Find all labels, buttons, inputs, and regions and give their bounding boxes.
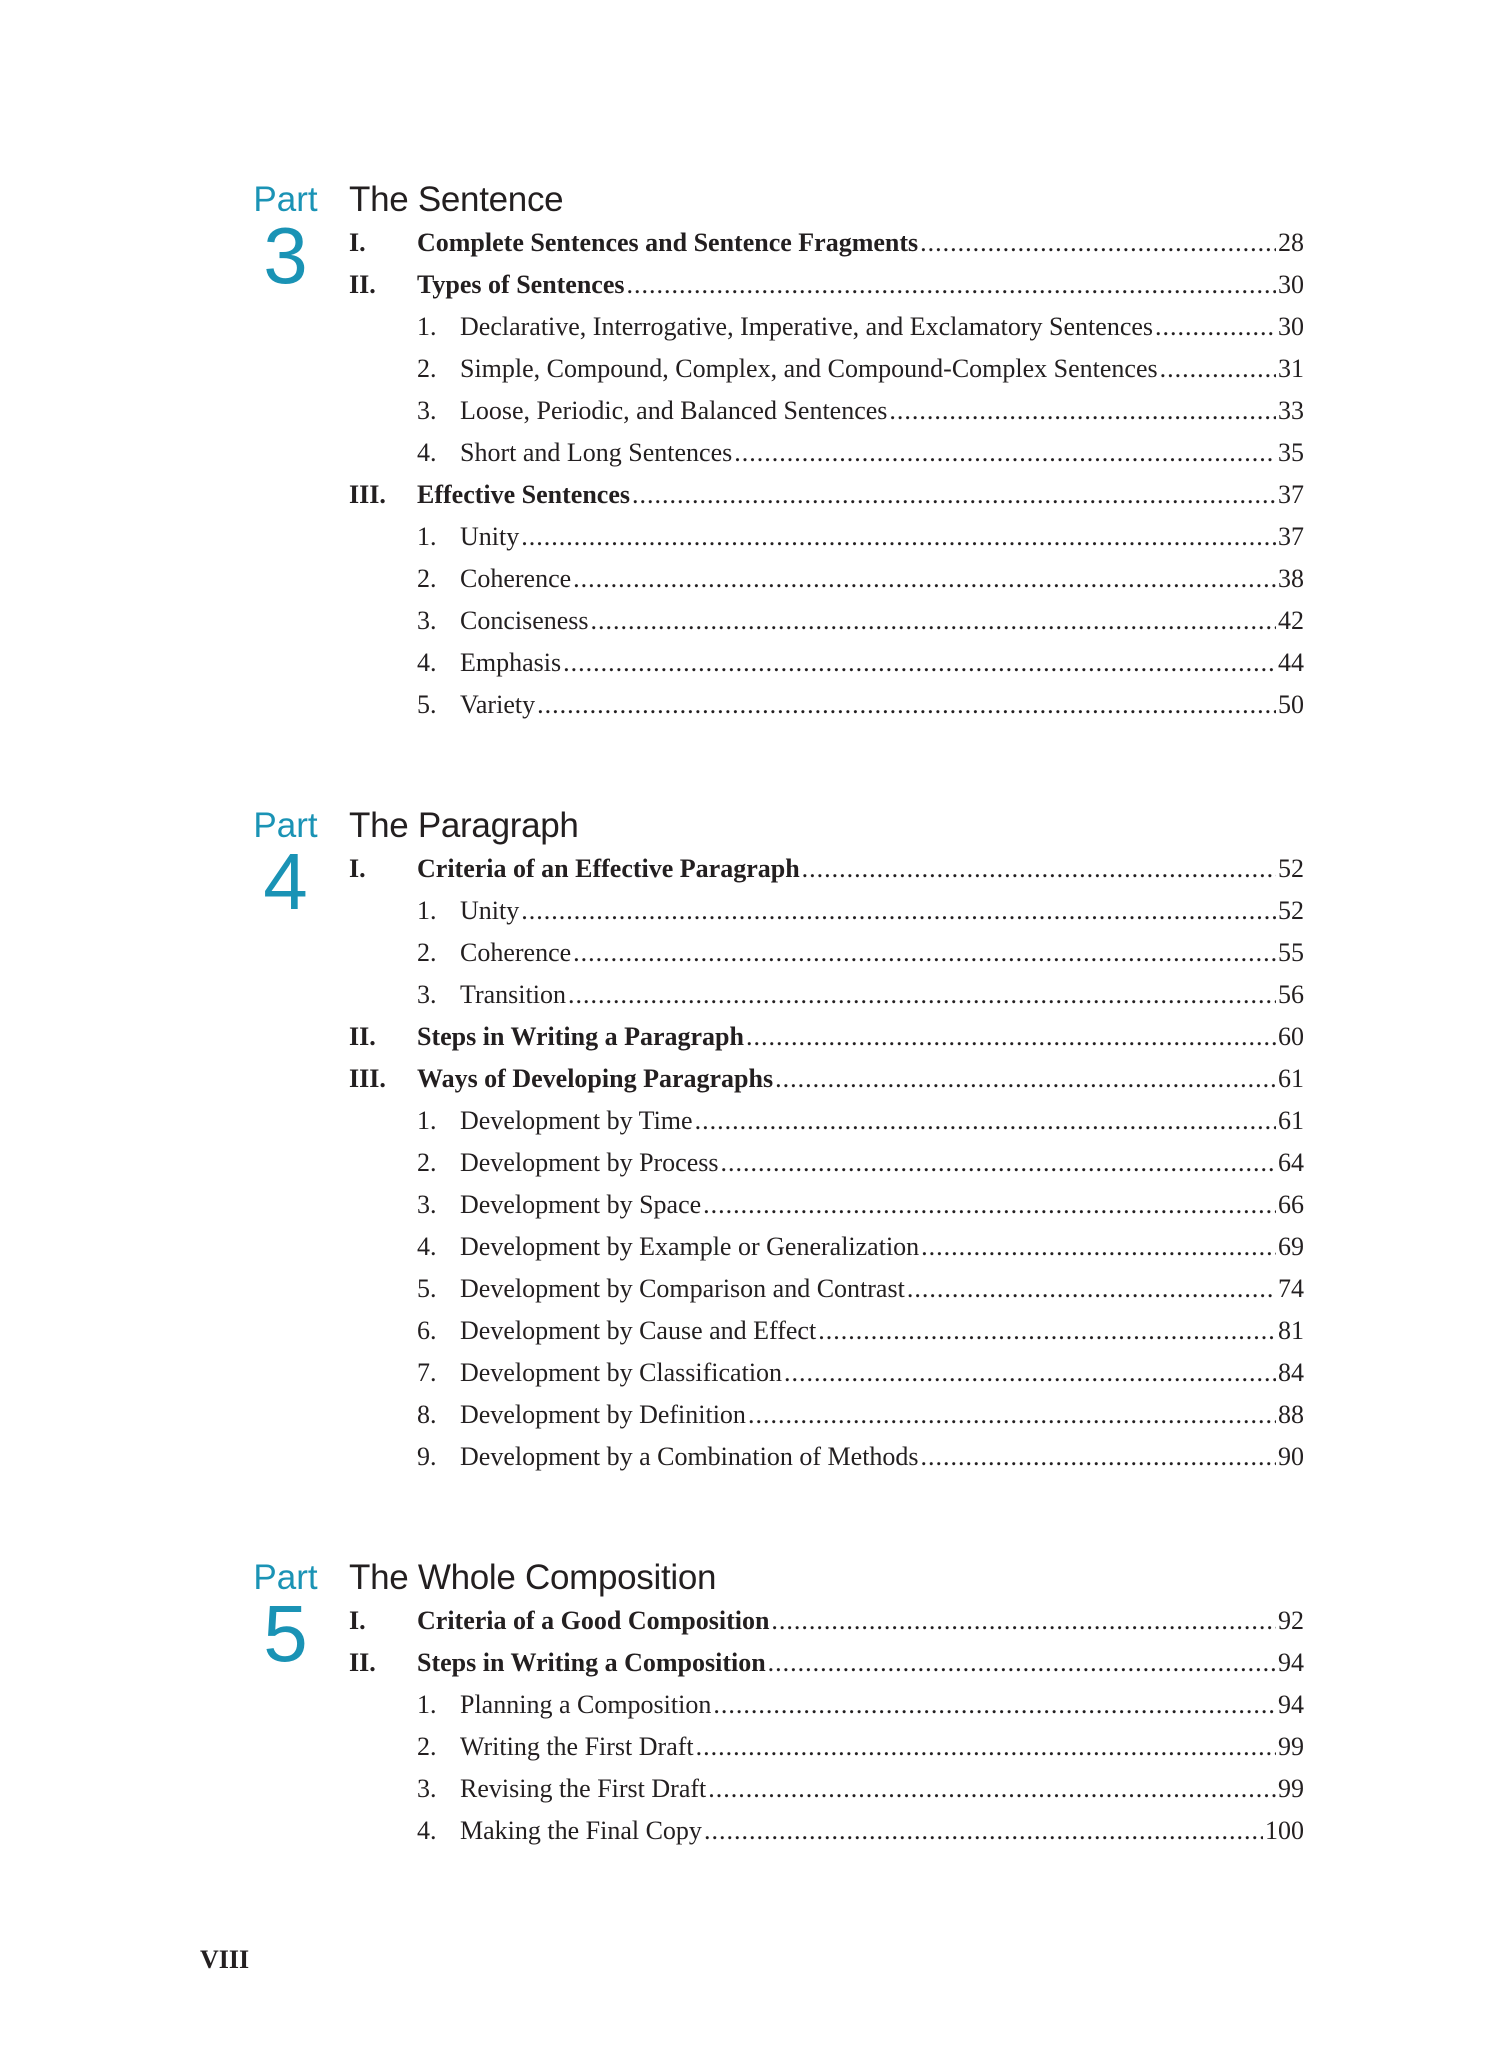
entry-page-number: 92 — [1278, 1606, 1304, 1635]
entry-page-number: 37 — [1278, 480, 1304, 509]
entry-number: II. — [349, 270, 376, 299]
entry-page-number: 35 — [1278, 438, 1304, 467]
dot-leader — [696, 1726, 1276, 1768]
entry-title: Development by Definition — [460, 1400, 746, 1429]
entry-number: 4. — [417, 1232, 437, 1261]
entry-number: 1. — [417, 896, 437, 925]
dot-leader — [521, 890, 1276, 932]
dot-leader — [768, 1642, 1276, 1684]
dot-leader — [568, 974, 1276, 1016]
entry-number: I. — [349, 228, 366, 257]
entry-page-number: 61 — [1278, 1064, 1304, 1093]
entry-number: 2. — [417, 1148, 437, 1177]
entry-number: 7. — [417, 1358, 437, 1387]
entry-page-number: 52 — [1278, 854, 1304, 883]
part-word: Part — [253, 180, 318, 219]
part-title: The Paragraph — [349, 806, 579, 845]
dot-leader — [713, 1684, 1276, 1726]
entry-page-number: 74 — [1278, 1274, 1304, 1303]
toc-entries — [349, 848, 1304, 1478]
entry-title: Steps in Writing a Composition — [417, 1648, 766, 1677]
toc-entry[interactable] — [349, 1268, 1304, 1310]
entry-page-number: 90 — [1278, 1442, 1304, 1471]
dot-leader — [627, 264, 1276, 306]
toc-entry[interactable] — [349, 1684, 1304, 1726]
dot-leader — [920, 222, 1276, 264]
entry-page-number: 38 — [1278, 564, 1304, 593]
entry-title: Steps in Writing a Paragraph — [417, 1022, 744, 1051]
entry-title: Development by Comparison and Contrast — [460, 1274, 905, 1303]
entry-number: III. — [349, 480, 386, 509]
entry-page-number: 28 — [1278, 228, 1304, 257]
toc-entry[interactable] — [349, 348, 1304, 390]
entry-title: Planning a Composition — [460, 1690, 712, 1719]
toc-entry[interactable] — [349, 1226, 1304, 1268]
entry-number: II. — [349, 1022, 376, 1051]
entry-number: I. — [349, 854, 366, 883]
entry-number: I. — [349, 1606, 366, 1635]
entry-title: Transition — [460, 980, 566, 1009]
entry-number: 3. — [417, 980, 437, 1009]
entry-title: Development by Space — [460, 1190, 702, 1219]
toc-entry[interactable] — [349, 558, 1304, 600]
toc-entry[interactable] — [349, 932, 1304, 974]
toc-entry[interactable] — [349, 1394, 1304, 1436]
entry-title: Variety — [460, 690, 536, 719]
entry-page-number: 52 — [1278, 896, 1304, 925]
entry-number: 1. — [417, 312, 437, 341]
dot-leader — [921, 1436, 1276, 1478]
toc-entry[interactable] — [349, 600, 1304, 642]
part-word: Part — [253, 1558, 318, 1597]
dot-leader — [537, 684, 1276, 726]
entry-page-number: 50 — [1278, 690, 1304, 719]
part-title: The Sentence — [349, 180, 564, 219]
dot-leader — [708, 1768, 1276, 1810]
entry-page-number: 61 — [1278, 1106, 1304, 1135]
entry-title: Development by Example or Generalization — [460, 1232, 920, 1261]
dot-leader — [1160, 348, 1276, 390]
toc-entry[interactable] — [349, 1058, 1304, 1100]
entry-page-number: 33 — [1278, 396, 1304, 425]
entry-title: Conciseness — [460, 606, 589, 635]
entry-title: Development by a Combination of Methods — [460, 1442, 919, 1471]
entry-title: Unity — [460, 522, 520, 551]
entry-page-number: 81 — [1278, 1316, 1304, 1345]
toc-entry[interactable] — [349, 1600, 1304, 1642]
entry-number: III. — [349, 1064, 386, 1093]
toc-entry[interactable] — [349, 1352, 1304, 1394]
entry-page-number: 64 — [1278, 1148, 1304, 1177]
entry-title: Revising the First Draft — [460, 1774, 707, 1803]
dot-leader — [704, 1810, 1263, 1852]
toc-entry[interactable] — [349, 1726, 1304, 1768]
entry-page-number: 31 — [1278, 354, 1304, 383]
toc-entry[interactable] — [349, 1142, 1304, 1184]
entry-page-number: 30 — [1278, 270, 1304, 299]
dot-leader — [802, 848, 1276, 890]
entry-title: Writing the First Draft — [460, 1732, 694, 1761]
dot-leader — [907, 1268, 1276, 1310]
dot-leader — [1155, 306, 1276, 348]
part-number: 5 — [263, 1589, 308, 1678]
entry-page-number: 37 — [1278, 522, 1304, 551]
entry-number: 1. — [417, 1690, 437, 1719]
dot-leader — [771, 1600, 1276, 1642]
entry-title: Development by Cause and Effect — [460, 1316, 817, 1345]
dot-leader — [734, 432, 1276, 474]
dot-leader — [746, 1016, 1276, 1058]
entry-title: Declarative, Interrogative, Imperative, and Exclamatory Sentences — [460, 312, 1154, 341]
toc-entry[interactable] — [349, 1768, 1304, 1810]
toc-entry[interactable] — [349, 432, 1304, 474]
entry-title: Ways of Developing Paragraphs — [417, 1064, 774, 1093]
dot-leader — [703, 1184, 1276, 1226]
part-title: The Whole Composition — [349, 1558, 717, 1597]
entry-number: 2. — [417, 354, 437, 383]
entry-number: 2. — [417, 938, 437, 967]
dot-leader — [573, 932, 1276, 974]
toc-entries — [349, 1600, 1304, 1852]
toc-entry[interactable] — [349, 1100, 1304, 1142]
dot-leader — [521, 516, 1276, 558]
part-word: Part — [253, 806, 318, 845]
entry-number: 1. — [417, 1106, 437, 1135]
entry-page-number: 69 — [1278, 1232, 1304, 1261]
toc-entry[interactable] — [349, 848, 1304, 890]
entry-page-number: 60 — [1278, 1022, 1304, 1051]
entry-number: II. — [349, 1648, 376, 1677]
entry-title: Types of Sentences — [417, 270, 625, 299]
toc-entry[interactable] — [349, 306, 1304, 348]
entry-title: Criteria of a Good Composition — [417, 1606, 770, 1635]
entry-number: 4. — [417, 1816, 437, 1845]
entry-number: 3. — [417, 1774, 437, 1803]
toc-entries — [349, 222, 1304, 726]
entry-page-number: 56 — [1278, 980, 1304, 1009]
entry-page-number: 44 — [1278, 648, 1304, 677]
toc-entry[interactable] — [349, 390, 1304, 432]
entry-title: Emphasis — [460, 648, 562, 677]
toc-entry[interactable] — [349, 474, 1304, 516]
entry-page-number: 99 — [1278, 1774, 1304, 1803]
dot-leader — [721, 1142, 1276, 1184]
entry-title: Coherence — [460, 564, 572, 593]
entry-title: Short and Long Sentences — [460, 438, 733, 467]
entry-title: Coherence — [460, 938, 572, 967]
entry-page-number: 94 — [1278, 1690, 1304, 1719]
dot-leader — [748, 1394, 1276, 1436]
dot-leader — [573, 558, 1276, 600]
dot-leader — [563, 642, 1276, 684]
entry-page-number: 42 — [1278, 606, 1304, 635]
entry-number: 4. — [417, 648, 437, 677]
entry-page-number: 84 — [1278, 1358, 1304, 1387]
part-number: 4 — [263, 837, 308, 926]
entry-number: 2. — [417, 1732, 437, 1761]
toc-entry[interactable] — [349, 516, 1304, 558]
entry-number: 3. — [417, 1190, 437, 1219]
entry-page-number: 88 — [1278, 1400, 1304, 1429]
dot-leader — [632, 474, 1276, 516]
toc-entry[interactable] — [349, 974, 1304, 1016]
entry-title: Unity — [460, 896, 520, 925]
toc-entry[interactable] — [349, 264, 1304, 306]
entry-number: 8. — [417, 1400, 437, 1429]
entry-title: Simple, Compound, Complex, and Compound-Complex Sentences — [460, 354, 1158, 383]
dot-leader — [695, 1100, 1276, 1142]
page-folio: VIII — [200, 1945, 250, 1974]
entry-number: 2. — [417, 564, 437, 593]
dot-leader — [818, 1310, 1276, 1352]
toc-entry[interactable] — [349, 642, 1304, 684]
entry-number: 3. — [417, 606, 437, 635]
entry-title: Effective Sentences — [417, 480, 630, 509]
entry-number: 9. — [417, 1442, 437, 1471]
entry-title: Development by Time — [460, 1106, 693, 1135]
entry-page-number: 66 — [1278, 1190, 1304, 1219]
toc-entry[interactable] — [349, 1184, 1304, 1226]
entry-page-number: 99 — [1278, 1732, 1304, 1761]
toc-entry[interactable] — [349, 890, 1304, 932]
dot-leader — [921, 1226, 1276, 1268]
toc-entry[interactable] — [349, 222, 1304, 264]
dot-leader — [784, 1352, 1276, 1394]
entry-number: 6. — [417, 1316, 437, 1345]
entry-title: Complete Sentences and Sentence Fragments — [417, 228, 919, 257]
entry-page-number: 30 — [1278, 312, 1304, 341]
dot-leader — [775, 1058, 1276, 1100]
toc-entry[interactable] — [349, 684, 1304, 726]
entry-title: Criteria of an Effective Paragraph — [417, 854, 800, 883]
entry-title: Making the Final Copy — [460, 1816, 702, 1845]
entry-title: Development by Process — [460, 1148, 719, 1177]
entry-number: 3. — [417, 396, 437, 425]
toc-entry[interactable] — [349, 1436, 1304, 1478]
entry-page-number: 94 — [1278, 1648, 1304, 1677]
toc-entry[interactable] — [349, 1642, 1304, 1684]
entry-title: Loose, Periodic, and Balanced Sentences — [460, 396, 888, 425]
entry-page-number: 55 — [1278, 938, 1304, 967]
entry-title: Development by Classification — [460, 1358, 783, 1387]
entry-page-number: 100 — [1265, 1816, 1304, 1845]
entry-number: 5. — [417, 690, 437, 719]
part-number: 3 — [263, 211, 308, 300]
toc-entry[interactable] — [349, 1310, 1304, 1352]
entry-number: 1. — [417, 522, 437, 551]
entry-number: 4. — [417, 438, 437, 467]
entry-number: 5. — [417, 1274, 437, 1303]
dot-leader — [591, 600, 1276, 642]
toc-entry[interactable] — [349, 1016, 1304, 1058]
toc-entry[interactable] — [349, 1810, 1304, 1852]
dot-leader — [889, 390, 1276, 432]
